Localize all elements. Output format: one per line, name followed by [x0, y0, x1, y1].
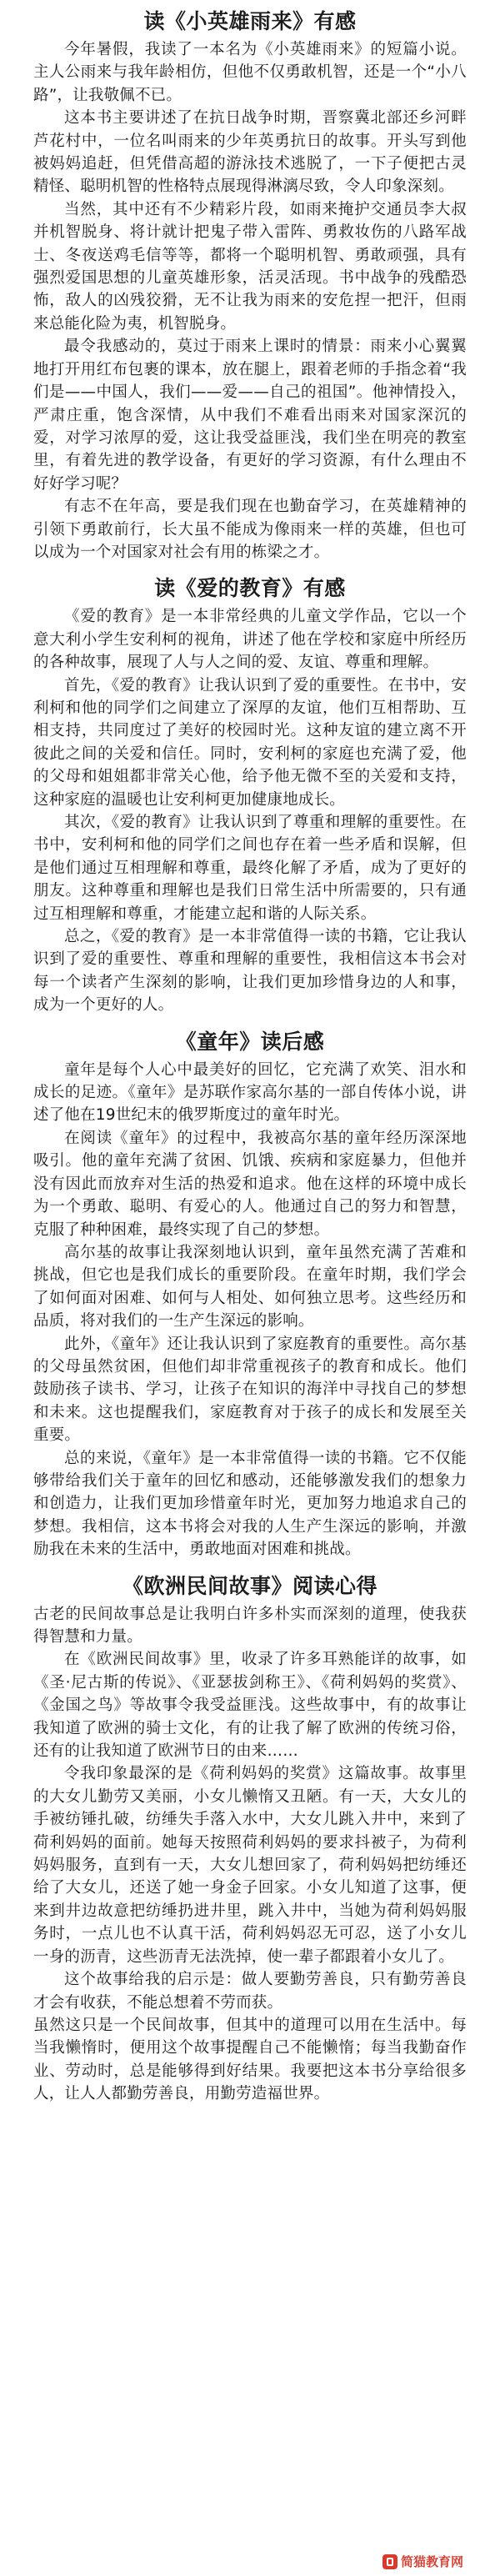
essay-education-of-love: [33, 574, 467, 1016]
paragraph: 最令我感动的，莫过于雨来上课时的情景：雨来小心翼翼地打开用红布包裹的课本，放在腿上，跟着老师的手指念着“我们是——中国人，我们——爱——自己的祖国”。他神情投入，严肃庄重，饱含深情，从中我们不难看出雨来对国家深沉的爱，对学习浓厚的爱，这让我受益匪浅，我们坐在明亮的教室里，有着先进的教学设备，有更好的学习资源，有什么理由不好好学习呢？: [33, 338, 467, 493]
paragraph: 总之，《爱的教育》是一本非常值得一读的书籍，它让我认识到了爱的重要性、尊重和理解的重要性，我相信这本书会对每一个读者产生深刻的影响，让我们更加珍惜身边的人和事，成为一个更好的人。: [33, 928, 467, 1015]
essay-title: 读《小英雄雨来》有感: [143, 9, 357, 33]
paragraph: 《爱的教育》是一本非常经典的儿童文学作品，它以一个意大利小学生安利柯的视角，讲述了他在学校和家庭中所经历的各种故事，展现了人与人之间的爱、友谊、尊重和理解。: [33, 608, 467, 672]
paragraph: 高尔基的故事让我深刻地认识到，童年虽然充满了苦难和挑战，但它也是我们成长的重要阶段。在童年时期，我们学会了如何面对困难、如何与人相处、如何独立思考。这些经历和品质，将对我们的一生产生深远的影响。: [33, 1243, 467, 1331]
paragraph: 此外，《童年》还让我认识到了家庭教育的重要性。高尔基的父母虽然贫困，但他们却非常重视孩子的教育和成长。他们鼓励孩子读书、学习，让孩子在知识的海洋中寻找自己的梦想和未来。这也提醒我们，家庭教育对于孩子的成长和发展至关重要。: [33, 1335, 467, 1445]
paragraph: 总的来说，《童年》是一本非常值得一读的书籍。它不仅能够带给我们关于童年的回忆和感动，还能够激发我们的想象力和创造力，让我们更加珍惜童年时光，更加努力地追求自己的梦想。我相信，这本书将会对我的人生产生深远的影响，并激励我在未来的生活中，勇敢地面对困难和挑战。: [33, 1449, 467, 1559]
paragraph: 这个故事给我的启示是：做人要勤劳善良，只有勤劳善良才会有收获，不能总想着不劳而获。: [33, 1971, 467, 2012]
paragraph: 有志不在年高，要是我们现在也勤奋学习，在英雄精神的引领下勇敢前行，长大虽不能成为像雨来一样的英雄，但也可以成为一个对国家对社会有用的栋梁之才。: [33, 498, 467, 561]
essay-european-folk-tales: [33, 1571, 467, 2106]
paragraph: 今年暑假，我读了一本名为《小英雄雨来》的短篇小说。主人公雨来与我年龄相仿，但他不仅勇敢机智，还是一个“小八路”，让我敬佩不已。: [33, 41, 467, 104]
paragraph: 童年是每个人心中最美好的回忆，它充满了欢笑、泪水和成长的足迹。《童年》是苏联作家高尔基的一部自传体小说，讲述了他在19世纪末的俄罗斯度过的童年时光。: [33, 1060, 467, 1125]
site-watermark: [379, 2552, 467, 2571]
paragraph: 其次，《爱的教育》让我认识到了尊重和理解的重要性。在书中，安利柯和他的同学们之间也存在着一些矛盾和误解，但是他们通过互相理解和尊重，最终化解了矛盾，成为了更好的朋友。这种尊重和理解也是我们日常生活中所需要的，只有通过互相理解和尊重，才能建立起和谐的人际关系。: [33, 814, 467, 923]
paragraph: 在《欧洲民间故事》里，收录了许多耳熟能详的故事，如《圣·尼古斯的传说》、《亚瑟拔剑称王》、《荷利妈妈的奖赏》、《金国之鸟》等故事令我受益匪浅。这些故事中，有的故事让我知道了欧洲的骑士文化，有的让我了解了欧洲的传统习俗，还有的让我知道了欧洲节日的由来……: [33, 1651, 467, 1761]
essay-little-hero-yulai: [33, 7, 467, 564]
essay-title: 《童年》读后感: [175, 1029, 325, 1054]
paragraph: 令我印象最深的是《荷利妈妈的奖赏》这篇故事。故事里的大女儿勤劳又美丽，小女儿懒惰又丑陋。有一天，大女儿的手被纺锤扎破，纺缍失手落入水中，大女儿跳入井中，来到了荷利妈妈的面前。她每天按照荷利妈妈的要求抖被子，为荷利妈妈服务，直到有一天，大女儿想回家了，荷利妈妈把纺缍还给了大女儿，还送了她一身金子回家。小女儿知道了这事，便来到井边故意把纺缍扔进井里，跳入井中，当她为荷利妈妈服务时，一点儿也不认真干活，荷利妈妈忍无可忍，送了小女儿一身的沥青，这些沥青无法洗掉，使一辈子都跟着小女儿了。: [33, 1765, 467, 1966]
paragraph: 这本书主要讲述了在抗日战争时期，晋察冀北部还乡河畔芦花村中，一位名叫雨来的少年英勇抗日的故事。开头写到他被妈妈追赶，但凭借高超的游泳技术逃脱了，一下子便把古灵精怪、聪明机智的性格特点展现得淋漓尽致，令人印象深刻。: [33, 109, 467, 196]
watermark-text: 简猫教育网: [400, 2554, 463, 2569]
book-logo-icon: [382, 2554, 398, 2569]
essay-title: 读《爱的教育》有感: [154, 576, 346, 601]
paragraph: 在阅读《童年》的过程中，我被高尔基的童年经历深深地吸引。他的童年充满了贫困、饥饿、疾病和家庭暴力，但他并没有因此而放弃对生活的热爱和追求。他在这样的环境中成长为一个勇敢、聪明、有爱心的人。他通过自己的努力和智慧，克服了种种困难，最终实现了自己的梦想。: [33, 1129, 467, 1239]
essay-childhood: [33, 1027, 467, 1561]
paragraph: 虽然这只是一个民间故事，但其中的道理可以用在生活中。每当我懒惰时，便用这个故事提醒自己不能懒惰；每当我勤奋作业、劳动时，总是能够得到好结果。我要把这本书分享给很多人，让人人都勤劳善良，用勤劳造福世界。: [33, 2016, 467, 2103]
paragraph: 当然，其中还有不少精彩片段，如雨来掩护交通员李大叔并机智脱身、将计就计把鬼子带入雷阵、勇救妆伤的八路军战士、冬夜送鸡毛信等等，都将一个聪明机智、勇敢顽强，具有强烈爱国思想的儿童英雄形象，活灵活现。书中战争的残酷恐怖，敌人的凶残狡猾，无不让我为雨来的安危捏一把汗，但雨来总能化险为夷，机智脱身。: [33, 200, 467, 333]
paragraph: 古老的民间故事总是让我明白许多朴实而深刻的道理，使我获得智慧和力量。: [33, 1605, 467, 1646]
paragraph: 首先，《爱的教育》让我认识到了爱的重要性。在书中，安利柯和他的同学们之间建立了深厚的友谊，他们互相帮助、互相支持，共同度过了美好的校园时光。这种友谊的建立离不开彼此之间的关爱和信任。同时，安利柯的家庭也充满了爱，他的父母和姐姐都非常关心他，给予他无微不至的关爱和支持，这种家庭的温暖也让安利柯更加健康地成长。: [33, 676, 467, 809]
essay-title: 《欧洲民间故事》阅读心得: [122, 1573, 378, 1598]
